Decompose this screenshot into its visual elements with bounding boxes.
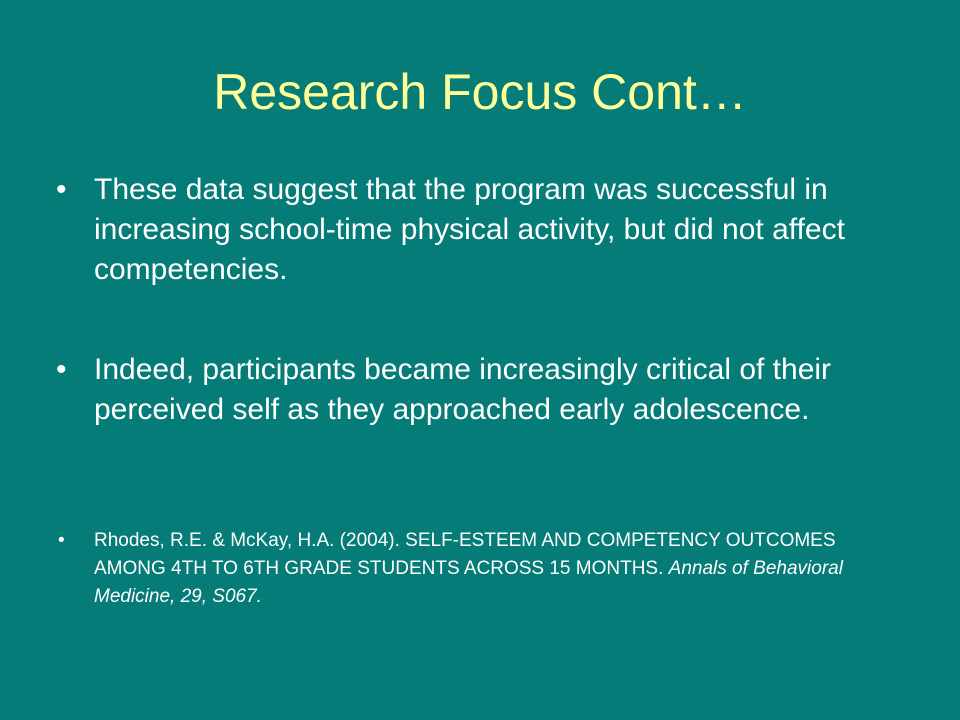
reference-authors: Rhodes, R.E. & McKay, H.A. (2004). bbox=[94, 530, 400, 551]
bullet-item bbox=[56, 170, 896, 290]
bullet-text: Indeed, participants became increasingly critical of their perceived self as they approached early adolescence. bbox=[94, 353, 832, 426]
slide-title: Research Focus Cont… bbox=[213, 64, 747, 120]
bullet-icon: • bbox=[56, 173, 67, 206]
reference-journal: Annals of Behavioral Medicine, 29, S067. bbox=[94, 558, 843, 607]
reference-text bbox=[94, 527, 898, 611]
reference-item bbox=[58, 527, 898, 611]
bullet-icon: • bbox=[56, 353, 67, 386]
bullet-text: These data suggest that the program was successful in increasing school-time physical activity, but did not affect competencies. bbox=[94, 173, 845, 286]
bullet-icon: • bbox=[58, 530, 65, 551]
bullet-item bbox=[56, 350, 896, 430]
reference-article-title: SELF-ESTEEM AND COMPETENCY OUTCOMES AMONG 4TH TO 6TH GRADE STUDENTS ACROSS 15 MONTHS. bbox=[94, 530, 836, 579]
